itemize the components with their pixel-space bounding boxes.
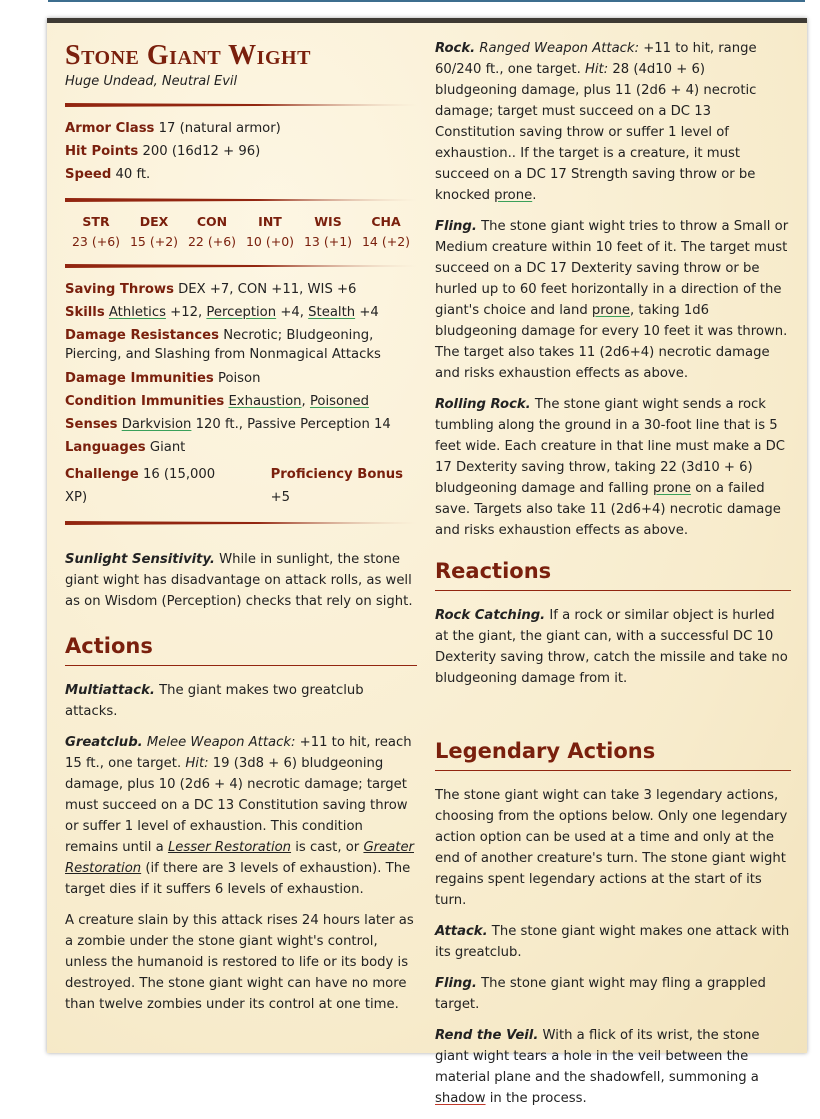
armor-class-value: 17 (natural armor) (158, 121, 281, 136)
legendary-name: Attack. (435, 924, 488, 939)
ability-str (67, 212, 125, 252)
stat-block (47, 18, 807, 1106)
action-multiattack (65, 680, 417, 722)
action-rolling-rock (435, 394, 791, 541)
action-text: on a failed save. Targets also take 11 (2d6+4) necrotic damage and risks exhaustion effects as above. (435, 481, 781, 538)
divider (65, 103, 417, 107)
action-zombie-rule: A creature slain by this attack rises 24 hours later as a zombie under the stone giant wight's control, unless the humanoid is restored to life or its body is destroyed. The stone giant wight can have no more than twelve zombies under its control at one time. (65, 913, 414, 1012)
hit-points-value: 200 (16d12 + 96) (142, 144, 261, 159)
ability-value: 23 (+6) (71, 234, 121, 249)
senses-value: 120 ft., Passive Perception 14 (195, 417, 391, 432)
armor-class (65, 117, 417, 140)
ability-dex (125, 212, 183, 252)
challenge (65, 463, 231, 509)
monster-name: Stone Giant Wight (65, 40, 311, 71)
proficiency-label: Proficiency Bonus (270, 467, 404, 482)
damage-immunities-label: Damage Immunities (65, 371, 214, 386)
challenge-row (65, 463, 417, 509)
action-name: Fling. (435, 219, 477, 234)
damage-immunities (65, 367, 417, 390)
skill-bonus: +12, (170, 305, 203, 320)
skill-bonus: +4 (359, 305, 379, 320)
ability-value: 10 (+0) (245, 234, 295, 249)
left-column (65, 41, 417, 1025)
link-prone[interactable]: prone (591, 303, 630, 318)
right-column (435, 38, 791, 1119)
action-fling (435, 216, 791, 384)
reaction-name: Rock Catching. (435, 608, 546, 623)
legendary-fling (435, 973, 791, 1015)
legendary-name: Fling. (435, 976, 477, 991)
skills-label: Skills (65, 305, 105, 320)
action-text: 28 (4d10 + 6) bludgeoning damage, plus 11 (2d6 + 4) necrotic damage; target must succeed on a DC 13 Constitution saving throw or suffer 1 level of exhaustion.. If the target is a creature, it must succeed on a DC 17 Strength saving throw or be knocked (435, 62, 757, 203)
legendary-text: The stone giant wight may fling a grappled target. (435, 976, 766, 1012)
action-name: Rock. (435, 41, 476, 56)
skill-link-perception[interactable]: Perception (206, 305, 277, 320)
punctuation: . (532, 188, 537, 203)
reaction-rock-catching (435, 605, 791, 689)
skill-link-stealth[interactable]: Stealth (308, 305, 356, 320)
legendary-text: The stone giant wight makes one attack with its greatclub. (435, 924, 790, 960)
saving-throws (65, 278, 417, 301)
action-greatclub (65, 732, 417, 900)
action-text: +11 to hit, reach 15 ft., one target. (65, 735, 412, 771)
proficiency-value: +5 (270, 490, 291, 505)
senses-label: Senses (65, 417, 118, 432)
languages (65, 436, 417, 459)
link-greater-restoration[interactable]: Greater Restoration (65, 840, 414, 876)
hit-points (65, 140, 417, 163)
ability-value: 13 (+1) (303, 234, 353, 249)
ability-value: 15 (+2) (129, 234, 179, 249)
condition-immunities (65, 390, 417, 413)
speed-value: 40 ft. (115, 167, 151, 182)
saving-throws-value: DEX +7, CON +11, WIS +6 (178, 282, 357, 297)
damage-resistances (65, 326, 417, 364)
action-name: Rolling Rock. (435, 397, 531, 412)
trait-name: Sunlight Sensitivity. (65, 552, 215, 567)
action-text: +11 to hit, range 60/240 ft., one target. (435, 41, 757, 77)
monster-type: Huge Undead, Neutral Evil (65, 74, 238, 89)
link-prone[interactable]: prone (652, 481, 692, 496)
action-name: Multiattack. (65, 683, 155, 698)
ability-label: STR (82, 214, 110, 229)
challenge-value: 16 (15,000 XP) (65, 467, 216, 505)
page-top-rule (48, 0, 805, 2)
ability-label: DEX (139, 214, 169, 229)
reaction-text: If a rock or similar object is hurled at the giant, the giant can, with a successful DC 10 Dexterity saving throw, catch the missile and take no bludgeoning damage from it. (435, 608, 788, 686)
proficiency-bonus (271, 463, 417, 509)
ability-con (183, 212, 241, 252)
ability-wis (299, 212, 357, 252)
languages-value: Giant (149, 440, 186, 455)
link-prone[interactable]: prone (494, 188, 533, 203)
ability-label: WIS (314, 214, 342, 229)
divider (65, 521, 417, 525)
ability-label: INT (258, 214, 282, 229)
condition-link-poisoned[interactable]: Poisoned (309, 394, 369, 409)
speed (65, 163, 417, 186)
separator: , (301, 394, 306, 409)
trait-sunlight-sensitivity (65, 549, 417, 612)
action-text: 19 (3d8 + 6) bludgeoning damage, plus 10 (2d6 + 4) necrotic damage; target must succeed on a DC 13 Constitution saving throw or suffer 1 level of exhaustion. This condition remains until a (65, 756, 408, 855)
attack-type: Ranged Weapon Attack: (479, 41, 640, 56)
skills (65, 301, 417, 324)
ability-cha (357, 212, 415, 252)
condition-immunities-label: Condition Immunities (65, 394, 225, 409)
hit-points-label: Hit Points (65, 144, 139, 159)
saving-throws-label: Saving Throws (65, 282, 174, 297)
speed-label: Speed (65, 167, 112, 182)
action-name: Greatclub. (65, 735, 143, 750)
legendary-rend-the-veil (435, 1025, 791, 1109)
condition-link-exhaustion[interactable]: Exhaustion (228, 394, 302, 409)
action-text: The giant makes two greatclub attacks. (65, 683, 364, 719)
ability-value: 22 (+6) (187, 234, 237, 249)
link-shadow[interactable]: shadow (435, 1091, 486, 1106)
sense-link-darkvision[interactable]: Darkvision (121, 417, 192, 432)
action-text: The stone giant wight tries to throw a Small or Medium creature within 10 feet of it. The target must succeed on a DC 17 Dexterity saving throw or be hurled up to 60 feet horizontally in a direction of the giant's choice and land (435, 219, 789, 318)
ability-scores (65, 212, 417, 252)
trait-text: While in sunlight, the stone giant wight has disadvantage on attack rolls, as well as on Wisdom (Perception) checks that rely on sight. (65, 552, 413, 609)
actions-heading: Actions (65, 632, 417, 666)
divider (65, 264, 417, 268)
armor-class-label: Armor Class (65, 121, 155, 136)
damage-immunities-value: Poison (217, 371, 261, 386)
divider (65, 198, 417, 202)
action-text: The stone giant wight sends a rock tumbling along the ground in a 30-foot line that is 5 feet wide. Each creature in that line must make a DC 17 Dexterity saving throw, taking 22 (3d10 + 6) bludgeoning damage and falling (435, 397, 785, 496)
legendary-name: Rend the Veil. (435, 1028, 539, 1043)
action-text: , taking 1d6 bludgeoning damage for every 10 feet it was thrown. The target also takes 11 (2d6+4) necrotic damage and risks exhaustion effects as above. (435, 303, 788, 381)
ability-int (241, 212, 299, 252)
legendary-text: in the process. (489, 1091, 587, 1106)
damage-resistances-value: Necrotic; Bludgeoning, Piercing, and Slashing from Nonmagical Attacks (65, 328, 381, 362)
skill-bonus: +4, (280, 305, 304, 320)
legendary-actions-heading: Legendary Actions (435, 737, 791, 771)
senses (65, 413, 417, 436)
legendary-intro: The stone giant wight can take 3 legendary actions, choosing from the options below. Only one legendary action option can be used at a time and only at the end of another creature's turn. The stone giant wight regains spent legendary actions at the start of its turn. (435, 788, 788, 908)
skill-link-athletics[interactable]: Athletics (108, 305, 166, 320)
challenge-label: Challenge (65, 467, 139, 482)
action-text: (if there are 3 levels of exhaustion). The target dies if it suffers 6 levels of exhaustion. (65, 861, 411, 897)
attack-type: Melee Weapon Attack: (146, 735, 296, 750)
damage-resistances-label: Damage Resistances (65, 328, 219, 343)
action-rock (435, 38, 791, 206)
reactions-heading: Reactions (435, 557, 791, 591)
legendary-attack (435, 921, 791, 963)
ability-value: 14 (+2) (361, 234, 411, 249)
languages-label: Languages (65, 440, 146, 455)
ability-label: CHA (371, 214, 401, 229)
link-lesser-restoration[interactable]: Lesser Restoration (167, 840, 292, 855)
hit-label: Hit: (584, 62, 609, 77)
ability-label: CON (196, 214, 228, 229)
hit-label: Hit: (185, 756, 209, 771)
legendary-text: With a flick of its wrist, the stone giant wight tears a hole in the veil between the material plane and the shadowfell, summoning a (435, 1028, 760, 1085)
action-text: is cast, or (295, 840, 360, 855)
